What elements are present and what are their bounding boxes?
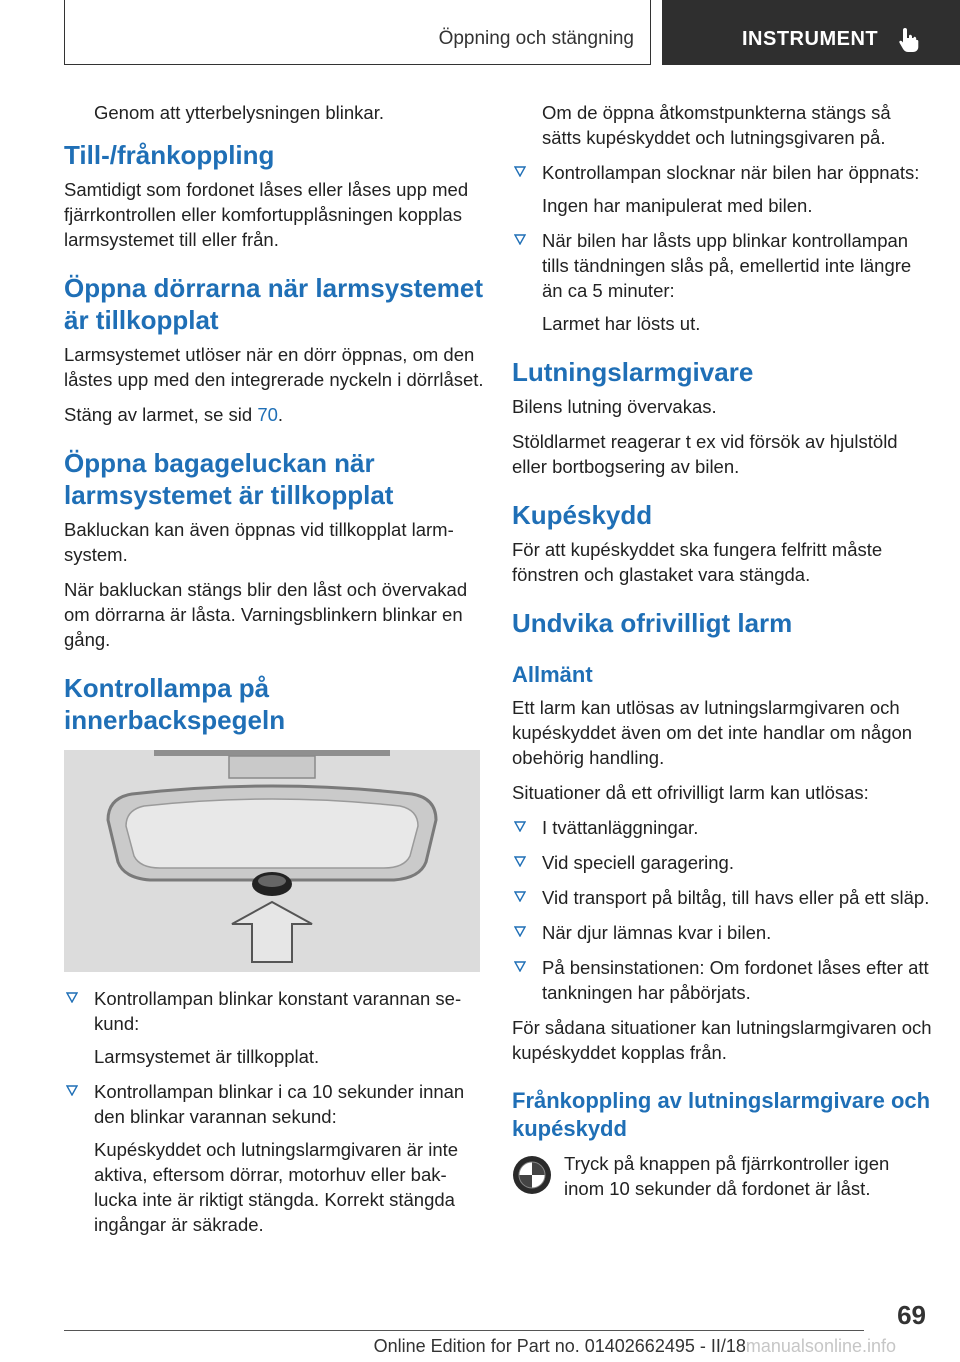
page-header <box>0 0 960 66</box>
list-item-note: Ingen har manipulerat med bilen. <box>542 195 813 216</box>
continued-text: Om de öppna åtkomstpunkterna stängs så sätts kupéskyddet och lutningsgivaren på. <box>542 102 891 148</box>
heading-kupeskydd: Kupéskydd <box>512 500 653 530</box>
paragraph: Tryck på knappen på fjärrkontroller igen inom 10 sekunder då fordonet är låst. <box>564 1153 890 1199</box>
heading-oppna-dorrarna: Öppna dörrarna när larmsystemet är tillkopplat <box>64 273 484 335</box>
paragraph: Samtidigt som fordonet låses eller låses upp med fjärrkontrollen eller komfortupplåsningen kopplas larmsystemet till eller från. <box>64 179 469 250</box>
list-item <box>512 850 932 875</box>
intro-text: Genom att ytterbelysningen blinkar. <box>94 102 384 123</box>
paragraph: Bilens lutning övervakas. <box>512 396 717 417</box>
heading-till-frankoppling: Till-/frånkoppling <box>64 140 275 170</box>
paragraph: När bakluckan stängs blir den låst och övervakad om dörrarna är låsta. Varningsblinkern blinkar en gång. <box>64 579 468 650</box>
list-item <box>512 885 932 910</box>
list-item-text: Kontrollampan blinkar i ca 10 sekunder innan den blinkar varannan sekund: <box>94 1081 465 1127</box>
edition-line <box>374 1336 896 1357</box>
heading-lutningslarmgivare: Lutningslarmgivare <box>512 357 754 387</box>
triangle-bullet-icon <box>66 1084 78 1096</box>
heading-oppna-bagageluckan: Öppna bagageluckan när larmsystemet är tillkopplat <box>64 448 394 510</box>
mirror-drawing <box>64 750 480 972</box>
list-item-text: På bensinstationen: Om fordonet låses efter att tankningen har påbörjats. <box>542 957 929 1003</box>
list-item <box>512 815 932 840</box>
list-item-text: I tvättanläggningar. <box>542 817 699 838</box>
remote-instruction <box>512 1151 932 1201</box>
paragraph: Larmsystemet utlöser när en dörr öppnas, om den låstes upp med den integrerade nyckeln i dörrlåset. <box>64 344 484 390</box>
footer-rule <box>64 1330 864 1331</box>
list-item <box>64 1079 484 1237</box>
paragraph-with-link <box>64 402 484 427</box>
list-item <box>64 986 484 1069</box>
header-rule-bottom <box>64 64 651 65</box>
bmw-logo-icon <box>512 1155 552 1195</box>
list-item-note: Larmsystemet är tillkopplat. <box>94 1046 320 1067</box>
list-item <box>512 228 932 336</box>
list-item-note: Kupéskyddet och lutningslarmgivaren är inte aktiva, eftersom dörrar, motorhuv eller bak-lucka inte är riktigt stängda. Korrekt stängda ingångar är säkrade. <box>94 1139 459 1235</box>
list-item-text: När djur lämnas kvar i bilen. <box>542 922 772 943</box>
header-rule-left <box>64 0 65 64</box>
heading-undvika-larm: Undvika ofrivilligt larm <box>512 608 793 638</box>
list-item <box>512 920 932 945</box>
list-item-text: Vid transport på biltåg, till havs eller på ett släp. <box>542 887 930 908</box>
subheading-frankoppling: Frånkoppling av lutningslarmgivare och kupéskydd <box>512 1088 931 1141</box>
section-title: Öppning och stängning <box>438 28 634 49</box>
list-item-text: Kontrollampan slocknar när bilen har öppnats: <box>542 162 920 183</box>
list-item <box>512 955 932 1005</box>
triangle-bullet-icon <box>514 925 526 937</box>
page-number: 69 <box>897 1300 926 1330</box>
triangle-bullet-icon <box>514 890 526 902</box>
triangle-bullet-icon <box>514 165 526 177</box>
triangle-bullet-icon <box>514 855 526 867</box>
list-item <box>512 160 932 218</box>
subheading-allmant: Allmänt <box>512 662 593 687</box>
paragraph: För att kupéskyddet ska fungera felfritt måste fönstren och glastaket vara stängda. <box>512 539 883 585</box>
chapter-tab-label: INSTRUMENT <box>742 28 879 50</box>
text: Stäng av larmet, se sid <box>64 404 258 425</box>
triangle-bullet-icon <box>514 233 526 245</box>
mirror-illustration <box>64 750 480 972</box>
text: . <box>277 404 284 425</box>
heading-kontrollampa: Kontrollampa på innerbackspegeln <box>64 673 286 735</box>
list-item-text: Vid speciell garagering. <box>542 852 734 873</box>
left-column <box>64 100 484 1247</box>
paragraph: Bakluckan kan även öppnas vid tillkopplat larm-system. <box>64 519 454 565</box>
paragraph: För sådana situationer kan lutningslarmgivaren och kupéskyddet kopplas från. <box>512 1017 932 1063</box>
paragraph: Situationer då ett ofrivilligt larm kan utlösas: <box>512 782 869 803</box>
right-column <box>512 100 932 1211</box>
triangle-bullet-icon <box>514 960 526 972</box>
watermark-site: manualsonline.info <box>745 1336 896 1356</box>
paragraph: Stöldlarmet reagerar t ex vid försök av hjulstöld eller bortbogsering av bilen. <box>512 431 898 477</box>
triangle-bullet-icon <box>66 991 78 1003</box>
edition-text: Online Edition for Part no. 01402662495 - II/18 <box>373 1336 746 1356</box>
list-item-note: Larmet har lösts ut. <box>542 313 701 334</box>
paragraph: Ett larm kan utlösas av lutningslarmgivaren och kupéskyddet även om det inte handlar om någon obehörig handling. <box>512 697 913 768</box>
hand-pointer-icon <box>896 26 922 54</box>
header-rule-mid <box>650 0 651 64</box>
list-item-text: När bilen har låsts upp blinkar kontrollampan tills tändningen slås på, emellertid inte längre än ca 5 minuter: <box>542 230 912 301</box>
triangle-bullet-icon <box>514 820 526 832</box>
page-link-70[interactable]: 70 <box>257 404 278 425</box>
list-item-text: Kontrollampan blinkar konstant varannan se-kund: <box>94 988 462 1034</box>
